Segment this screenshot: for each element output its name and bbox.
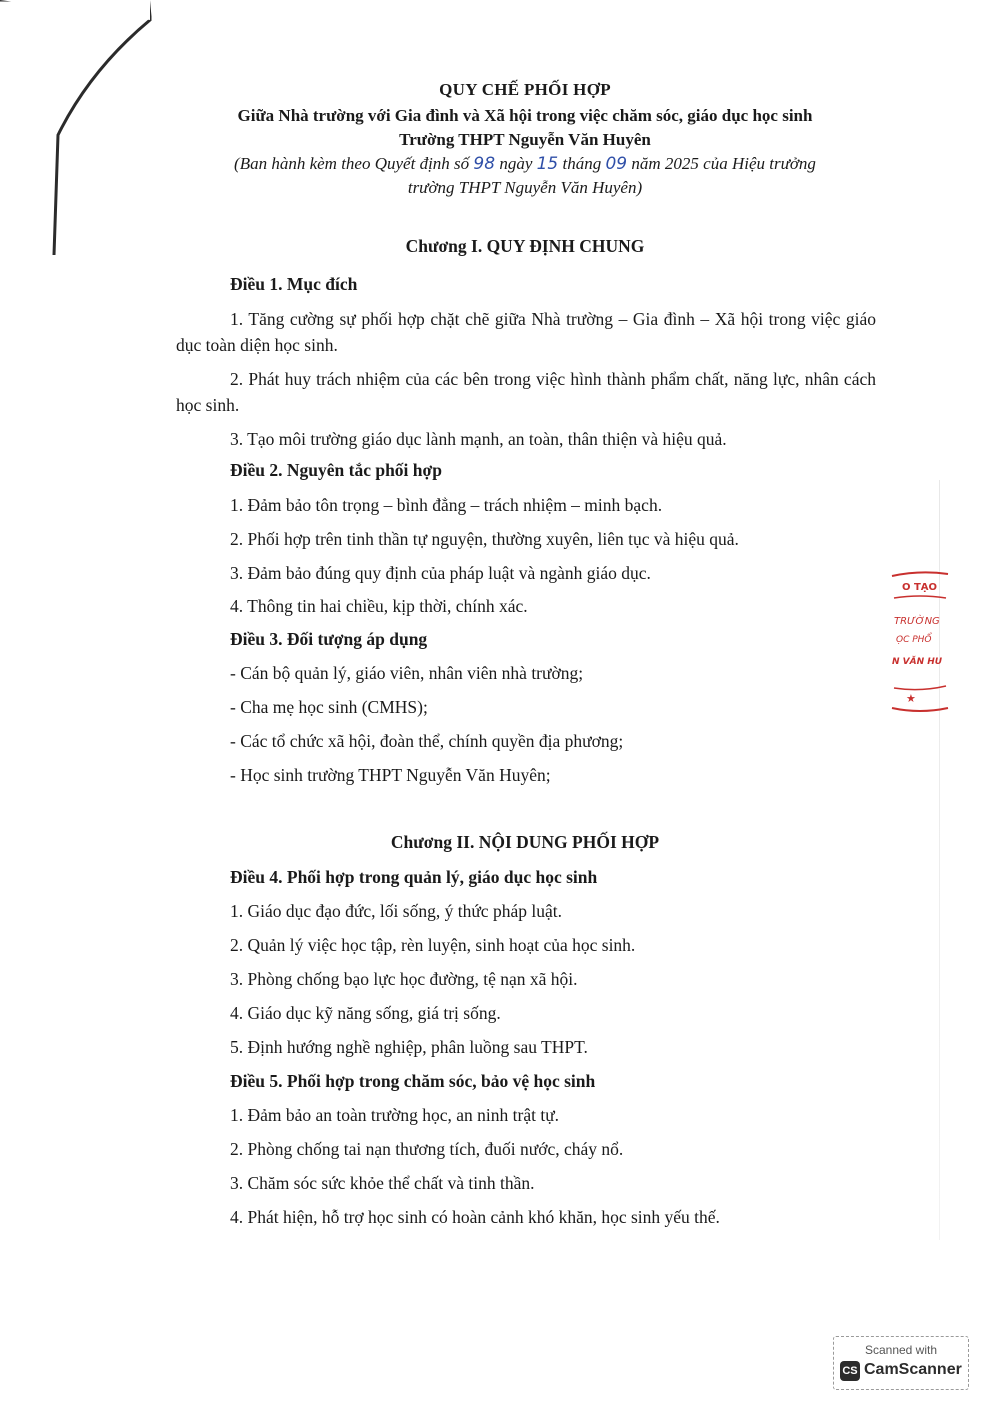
watermark-brand: CamScanner [864, 1361, 962, 1378]
school-stamp [890, 568, 950, 718]
article-1-heading: Điều 1. Mục đích [230, 274, 358, 294]
decision-reference-line2: trường THPT Nguyễn Văn Huyên) [407, 178, 643, 197]
article-5-item: 1. Đảm bảo an toàn trường học, an ninh trật tự. [230, 1105, 560, 1125]
article-4-item: 2. Quản lý việc học tập, rèn luyện, sinh hoạt của học sinh. [230, 935, 636, 955]
decision-reference: (Ban hành kèm theo Quyết định số 98 ngày 15 tháng 09 năm 2025 của Hiệu trưởng [234, 154, 816, 174]
article-4-heading: Điều 4. Phối hợp trong quản lý, giáo dục học sinh [230, 867, 598, 887]
stamp-text: TRƯỜNG [894, 616, 940, 627]
article-1-item-3: 3. Tạo môi trường giáo dục lành mạnh, an toàn, thân thiện và hiệu quả. [230, 429, 727, 449]
article-4-item: 5. Định hướng nghề nghiệp, phân luồng sau THPT. [230, 1037, 588, 1057]
school-name: Trường THPT Nguyễn Văn Huyên [399, 130, 651, 149]
article-2-heading: Điều 2. Nguyên tắc phối hợp [230, 460, 442, 480]
article-5-item: 4. Phát hiện, hỗ trợ học sinh có hoàn cảnh khó khăn, học sinh yếu thế. [230, 1207, 720, 1227]
article-5-heading: Điều 5. Phối hợp trong chăm sóc, bảo vệ học sinh [230, 1071, 596, 1091]
stamp-text: ỌC PHỔ [896, 635, 932, 645]
article-4-item: 3. Phòng chống bạo lực học đường, tệ nạn xã hội. [230, 969, 578, 989]
article-3-heading: Điều 3. Đối tượng áp dụng [230, 629, 428, 649]
camscanner-watermark [833, 1336, 969, 1390]
article-2-item: 4. Thông tin hai chiều, kịp thời, chính xác. [230, 596, 528, 616]
article-5-item: 2. Phòng chống tai nạn thương tích, đuối nước, cháy nổ. [230, 1139, 624, 1159]
chapter-1-title: Chương I. QUY ĐỊNH CHUNG [405, 236, 645, 256]
article-3-item: - Cán bộ quản lý, giáo viên, nhân viên nhà trường; [230, 663, 584, 683]
article-3-item: - Các tổ chức xã hội, đoàn thể, chính quyền địa phương; [230, 731, 624, 751]
handwritten-day: 15 [536, 154, 559, 174]
camscanner-logo-icon: CS [840, 1361, 860, 1381]
document-subtitle: Giữa Nhà trường với Gia đình và Xã hội trong việc chăm sóc, giáo dục học sinh [237, 106, 813, 125]
article-1-item-2: 2. Phát huy trách nhiệm của các bên trong việc hình thành phẩm chất, năng lực, nhân cách học sinh. [176, 369, 876, 415]
article-4-item: 1. Giáo dục đạo đức, lối sống, ý thức pháp luật. [230, 901, 562, 921]
handwritten-number: 98 [473, 154, 496, 174]
article-3-item: - Học sinh trường THPT Nguyễn Văn Huyên; [230, 765, 551, 785]
stamp-text: O TẠO [902, 582, 938, 593]
article-2-item: 2. Phối hợp trên tinh thần tự nguyện, thường xuyên, liên tục và hiệu quả. [230, 529, 739, 549]
article-1-item-1: 1. Tăng cường sự phối hợp chặt chẽ giữa Nhà trường – Gia đình – Xã hội trong việc giáo dục toàn diện học sinh. [176, 309, 876, 355]
stamp-text: N VĂN HU [892, 657, 943, 667]
chapter-2-title: Chương II. NỘI DUNG PHỐI HỢP [390, 832, 660, 852]
document-title: QUY CHẾ PHỐI HỢP [439, 80, 611, 99]
article-4-item: 4. Giáo dục kỹ năng sống, giá trị sống. [230, 1003, 501, 1023]
article-2-item: 1. Đảm bảo tôn trọng – bình đẳng – trách nhiệm – minh bạch. [230, 495, 663, 515]
watermark-caption: Scanned with [864, 1343, 938, 1357]
handwritten-month: 09 [605, 154, 628, 174]
svg-text:★: ★ [906, 692, 916, 705]
article-3-item: - Cha mẹ học sinh (CMHS); [230, 697, 428, 717]
article-2-item: 3. Đảm bảo đúng quy định của pháp luật và ngành giáo dục. [230, 563, 651, 583]
article-5-item: 3. Chăm sóc sức khỏe thể chất và tinh thần. [230, 1173, 535, 1193]
